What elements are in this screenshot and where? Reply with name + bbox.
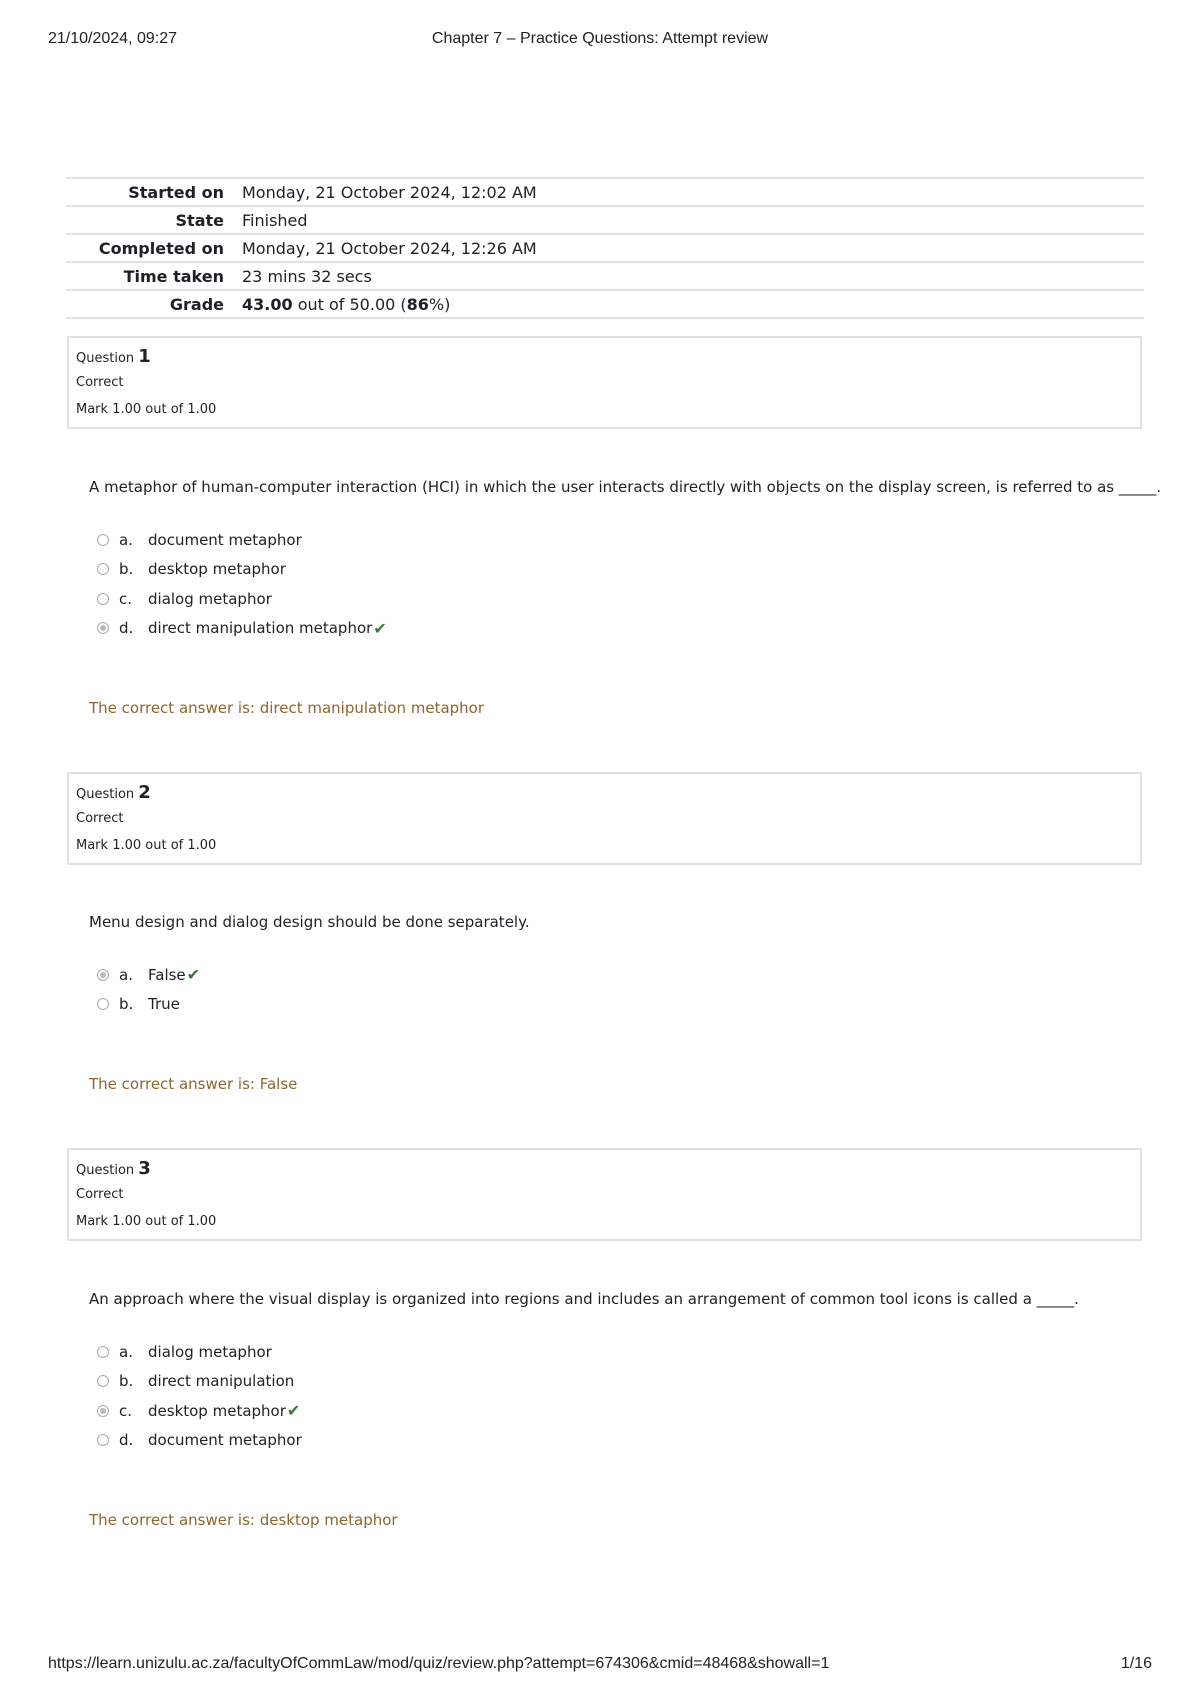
summary-label: State xyxy=(175,210,224,230)
summary-value: Monday, 21 October 2024, 12:26 AM xyxy=(242,238,537,258)
check-icon: ✔ xyxy=(186,965,201,985)
answer-option[interactable] xyxy=(97,584,387,614)
answer-option[interactable] xyxy=(97,1367,302,1397)
radio-icon[interactable] xyxy=(97,1375,109,1387)
summary-row-time xyxy=(66,262,1144,290)
summary-value: Finished xyxy=(242,210,308,230)
question-3-info xyxy=(67,1148,1142,1241)
option-letter: d. xyxy=(119,619,134,638)
question-1-right-answer: The correct answer is: direct manipulation metaphor xyxy=(89,699,485,717)
question-label: Question xyxy=(76,1163,135,1178)
question-number-value: 1 xyxy=(138,346,151,367)
option-text: direct manipulation metaphor xyxy=(148,619,373,638)
summary-value: 23 mins 32 secs xyxy=(242,266,372,286)
answer-option-selected[interactable] xyxy=(97,960,200,990)
question-2-right-answer: The correct answer is: False xyxy=(89,1075,298,1093)
question-number xyxy=(76,782,1133,808)
option-text: dialog metaphor xyxy=(148,589,272,608)
option-text: direct manipulation xyxy=(148,1372,295,1391)
question-mark: Mark 1.00 out of 1.00 xyxy=(76,1214,217,1229)
option-letter: a. xyxy=(119,965,133,984)
question-number-value: 3 xyxy=(138,1158,151,1179)
option-letter: b. xyxy=(119,995,134,1014)
answer-option-selected[interactable] xyxy=(97,614,387,644)
question-state: Correct xyxy=(76,375,124,390)
print-header xyxy=(48,30,1152,52)
attempt-summary-table xyxy=(66,177,1144,319)
question-2-text: Menu design and dialog design should be done separately. xyxy=(89,913,530,931)
summary-row-started xyxy=(66,178,1144,206)
summary-label: Grade xyxy=(169,294,224,314)
option-text: desktop metaphor xyxy=(148,560,286,579)
option-letter: c. xyxy=(119,589,133,608)
option-text: desktop metaphor xyxy=(148,1401,286,1420)
question-mark: Mark 1.00 out of 1.00 xyxy=(76,402,217,417)
option-letter: c. xyxy=(119,1401,133,1420)
summary-row-grade xyxy=(66,290,1144,318)
question-number xyxy=(76,346,1133,372)
check-icon: ✔ xyxy=(373,618,387,638)
option-text: True xyxy=(148,995,180,1014)
print-footer xyxy=(48,1655,1152,1677)
print-date: 21/10/2024, 09:27 xyxy=(48,30,178,47)
radio-checked-icon[interactable] xyxy=(97,622,109,634)
answer-option[interactable] xyxy=(97,1337,302,1367)
summary-label: Started on xyxy=(128,182,224,202)
question-state: Correct xyxy=(76,1187,124,1202)
radio-icon[interactable] xyxy=(97,1434,109,1446)
question-number xyxy=(76,1158,1133,1184)
page-url: https://learn.unizulu.ac.za/facultyOfCommLaw/mod/quiz/review.php?attempt=674306&cmid=48468&showall=1 xyxy=(48,1655,830,1672)
radio-checked-icon[interactable] xyxy=(97,1405,109,1417)
question-3-answers xyxy=(97,1337,302,1455)
answer-option[interactable] xyxy=(97,525,387,555)
answer-option-selected[interactable] xyxy=(97,1396,302,1426)
question-1-answers xyxy=(97,525,387,643)
summary-row-state xyxy=(66,206,1144,234)
summary-row-completed xyxy=(66,234,1144,262)
grade-out-of: out of 50.00 ( xyxy=(292,294,407,314)
option-text: document metaphor xyxy=(148,530,302,549)
radio-icon[interactable] xyxy=(97,534,109,546)
option-letter: d. xyxy=(119,1431,134,1450)
radio-icon[interactable] xyxy=(97,563,109,575)
question-mark: Mark 1.00 out of 1.00 xyxy=(76,838,217,853)
option-text: document metaphor xyxy=(148,1431,302,1450)
summary-label: Completed on xyxy=(98,238,224,258)
answer-option[interactable] xyxy=(97,990,200,1020)
answer-option[interactable] xyxy=(97,555,387,585)
grade-end: %) xyxy=(428,294,451,314)
page-title: Chapter 7 – Practice Questions: Attempt review xyxy=(431,30,769,47)
question-3-text: An approach where the visual display is organized into regions and includes an arrangement of common tool icons is called a _____. xyxy=(89,1290,1079,1308)
question-number-value: 2 xyxy=(138,782,151,803)
radio-icon[interactable] xyxy=(97,593,109,605)
question-label: Question xyxy=(76,351,135,366)
grade-percent: 86 xyxy=(406,294,429,314)
option-letter: a. xyxy=(119,530,133,549)
page-number: 1/16 xyxy=(1120,1655,1152,1672)
question-3-right-answer: The correct answer is: desktop metaphor xyxy=(89,1511,398,1529)
option-text: False xyxy=(148,965,186,984)
question-label: Question xyxy=(76,787,135,802)
option-letter: b. xyxy=(119,1372,134,1391)
radio-checked-icon[interactable] xyxy=(97,969,109,981)
radio-icon[interactable] xyxy=(97,998,109,1010)
radio-icon[interactable] xyxy=(97,1346,109,1358)
summary-value xyxy=(234,290,1144,318)
question-state: Correct xyxy=(76,811,124,826)
option-letter: b. xyxy=(119,560,134,579)
option-text: dialog metaphor xyxy=(148,1342,272,1361)
answer-option[interactable] xyxy=(97,1426,302,1456)
question-2-answers xyxy=(97,960,200,1019)
option-letter: a. xyxy=(119,1342,133,1361)
check-icon: ✔ xyxy=(286,1401,301,1421)
summary-label: Time taken xyxy=(123,266,224,286)
summary-value: Monday, 21 October 2024, 12:02 AM xyxy=(242,182,537,202)
question-2-info xyxy=(67,772,1142,865)
grade-score: 43.00 xyxy=(242,294,293,314)
question-1-text: A metaphor of human-computer interaction (HCI) in which the user interacts directly with objects on the display screen, is referred to as _____. xyxy=(89,478,1162,496)
question-1-info xyxy=(67,336,1142,429)
